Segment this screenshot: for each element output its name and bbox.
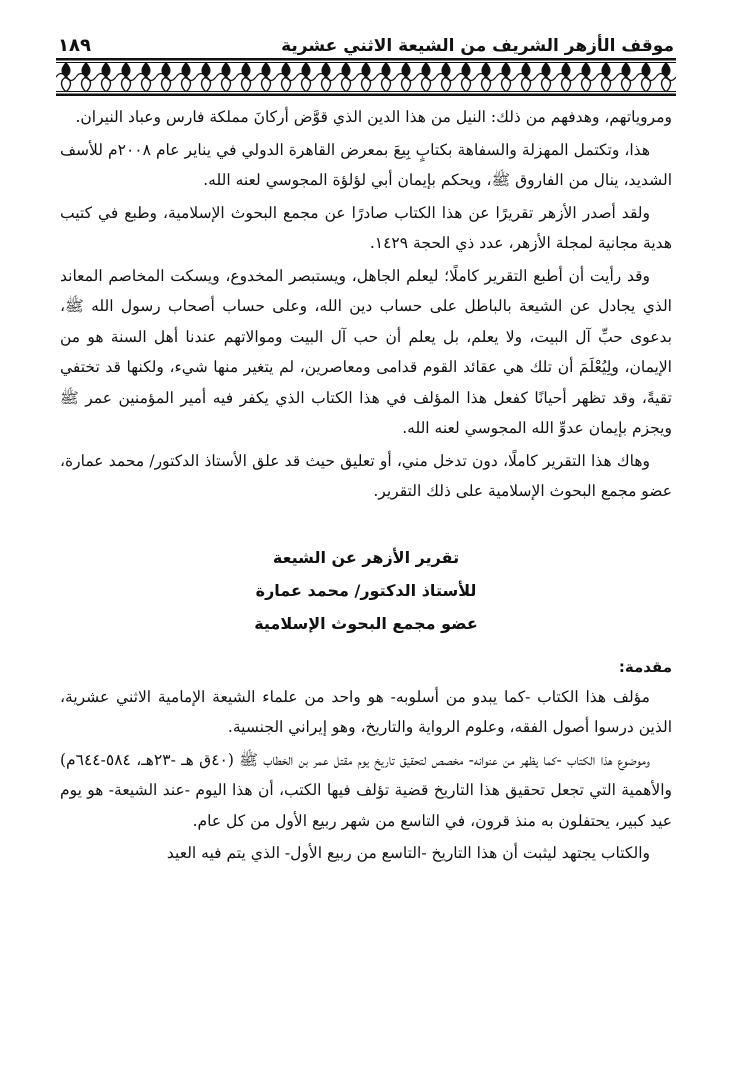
paragraph: ومروياتهم، وهدفهم من ذلك: النيل من هذا الدين الذي قوَّض أركانَ مملكة فارس وعباد النيران. <box>75 108 672 126</box>
section-heading <box>60 541 672 640</box>
paragraph: هذا، وتكتمل المهزلة والسفاهة بكتابٍ بِيعَ بمعرض القاهرة الدولي في يناير عام ٢٠٠٨م للأسف الشديد، ينال من الفاروق ﷺ، ويحكم بإيمان أبي لؤلؤة المجوسي لعنه الله. <box>60 140 672 189</box>
decorative-border-ornament <box>56 58 676 96</box>
page-number: ١٨٩ <box>58 35 91 56</box>
heading-title: تقرير الأزهر عن الشيعة <box>272 547 460 567</box>
paragraph: وموضوع هذا الكتاب -كما يظهر من عنوانه- مخصص لتحقيق تاريخ يوم مقتل عمر بن الخطاب ﷺ (٤٠ق هـ -٢٣هـ، ٥٨٤-٦٤٤م) والأهمية التي تجعل تحقيق هذا التاريخ قضية تؤلف فيها الكتب، أن هذا اليوم -عند الشيعة- هو يوم عيد كبير، يحتفلون به منذ قرون، في التاسع من شهر ربيع الأول من كل عام. <box>60 750 672 830</box>
heading-author: للأستاذ الدكتور/ محمد عمارة <box>255 580 477 600</box>
paragraph: مؤلف هذا الكتاب -كما يبدو من أسلوبه- هو واحد من علماء الشيعة الإمامية الاثني عشرية، الذين درسوا أصول الفقه، وعلوم الرواية والتاريخ، وهو إيراني الجنسية. <box>60 687 672 736</box>
page-header <box>58 28 674 56</box>
paragraph: وهاك هذا التقرير كاملًا، دون تدخل مني، أو تعليق حيث قد علق الأستاذ الدكتور/ محمد عمارة، عضو مجمع البحوث الإسلامية على ذلك التقرير. <box>60 451 672 500</box>
heading-affiliation: عضو مجمع البحوث الإسلامية <box>254 613 478 633</box>
paragraph: وقد رأيت أن أطبع التقرير كاملًا؛ ليعلم الجاهل، ويستبصر المخدوع، ويسكت المخاصم المعاند الذي يجادل عن الشيعة بالباطل على حساب دين الله، وعلى حساب أصحاب رسول الله ﷺ، بدعوى حبِّ آل البيت، ولا يعلم، بل يعلم أن حب آل البيت وموالاتهم عندنا أهل السنة هو من الإيمان، ولِيُعْلَمَ أن تلك هي عقائد القوم قدامى ومعاصرين، لم يتغير منها شيء، ولكنها قد تختفي تقيةً، وقد تظهر أحيانًا كفعل هذا المؤلف في هذا الكتاب الذي يكفر فيه أمير المؤمنين عمر ﷺ ويجزم بإيمان عدوِّ الله المجوسي لعنه الله. <box>60 266 672 437</box>
paragraph: ولقد أصدر الأزهر تقريرًا عن هذا الكتاب صادرًا عن مجمع البحوث الإسلامية، وطبع في كتيب هدية مجانية لمجلة الأزهر، عدد ذي الحجة ١٤٢٩. <box>60 203 672 252</box>
ornament-border-icon <box>56 58 676 96</box>
paragraph: والكتاب يجتهد ليثبت أن هذا التاريخ -التاسع من ربيع الأول- الذي يتم فيه العيد <box>166 844 650 862</box>
running-title: موقف الأزهر الشريف من الشيعة الاثني عشرية <box>281 36 674 56</box>
page-body <box>60 102 672 871</box>
subheading-introduction: مقدمة: <box>618 657 672 676</box>
